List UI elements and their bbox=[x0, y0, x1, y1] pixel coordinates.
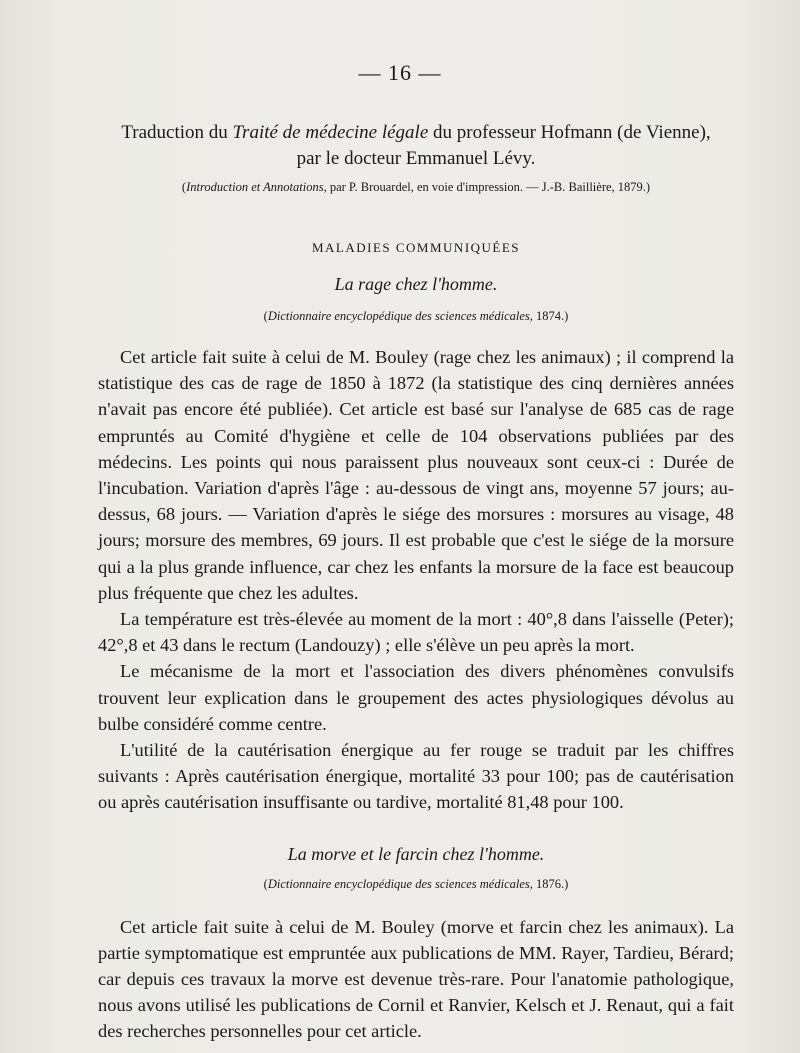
article-title-morve: La morve et le farcin chez l'homme. bbox=[287, 843, 545, 864]
paragraph: La température est très-élevée au moment de la mort : 40°,8 dans l'aisselle (Peter); 42°,8 et 43 dans le rectum (Landouzy) ; elle s'élève un peu après la mort. bbox=[98, 609, 734, 656]
treatise-title: Traité de médecine légale bbox=[232, 122, 429, 143]
header-note: (Introduction et Annotations, par P. Brouardel, en voie d'impression. — J.-B. Baillière, 1879.) bbox=[181, 180, 651, 194]
header-title-line1: Traduction du Traité de médecine légale du professeur Hofmann (de Vienne), bbox=[121, 122, 711, 143]
header-title-line2: par le docteur Emmanuel Lévy. bbox=[296, 148, 536, 169]
paragraph: Cet article fait suite à celui de M. Bouley (rage chez les animaux) ; il comprend la statistique des cas de rage de 1850 à 1872 (la statistique des cinq dernières années n'avait pas encore été publiée). Cet article est basé sur l'analyse de 685 cas de rage empruntés au Comité d'hygiène et celle de 104 observations publiées par des médecins. Les points qui nous paraissent plus nouveaux sont ceux-ci : Durée de l'incubation. Variation d'après l'âge : au-dessous de vingt ans, moyenne 57 jours; au-dessus, 68 jours. — Variation d'après le siége des morsures : morsures au visage, 48 jours; morsure des membres, 69 jours. Il est probable que c'est le siége de la morsure qui a la plus grande influence, car chez les enfants la morsure de la face est beaucoup plus fréquente que chez les adultes. bbox=[98, 347, 734, 603]
article-source-rage: (Dictionnaire encyclopédique des sciences médicales, 1874.) bbox=[263, 309, 569, 323]
article-title-rage: La rage chez l'homme. bbox=[334, 274, 498, 294]
page-content bbox=[98, 120, 734, 1045]
paragraph: L'utilité de la cautérisation énergique au fer rouge se traduit par les chiffres suivants : Après cautérisation énergique, mortalité 33 pour 100; pas de cautérisation ou après cautérisation insuffisante ou tardive, mortalité 81,48 pour 100. bbox=[98, 740, 734, 813]
paragraph: Le mécanisme de la mort et l'association des divers phénomènes convulsifs trouvent leur explication dans le groupement des actes physiologiques dévolus au bulbe considéré comme centre. bbox=[98, 661, 734, 734]
article-source-morve: (Dictionnaire encyclopédique des sciences médicales, 1876.) bbox=[263, 876, 569, 891]
section-title: MALADIES COMMUNIQUÉES bbox=[311, 240, 521, 255]
page-number: — 16 — bbox=[358, 60, 442, 85]
paragraph: Cet article fait suite à celui de M. Bouley (morve et farcin chez les animaux). La partie symptomatique est empruntée aux publications de MM. Rayer, Tardieu, Bérard; car depuis ces travaux la morve est devenue très-rare. Pour l'anatomie pathologique, nous avons utilisé les publications de Cornil et Ranvier, Kelsch et J. Renaut, qui a fait des recherches personnelles pour cet article. bbox=[98, 916, 734, 1042]
